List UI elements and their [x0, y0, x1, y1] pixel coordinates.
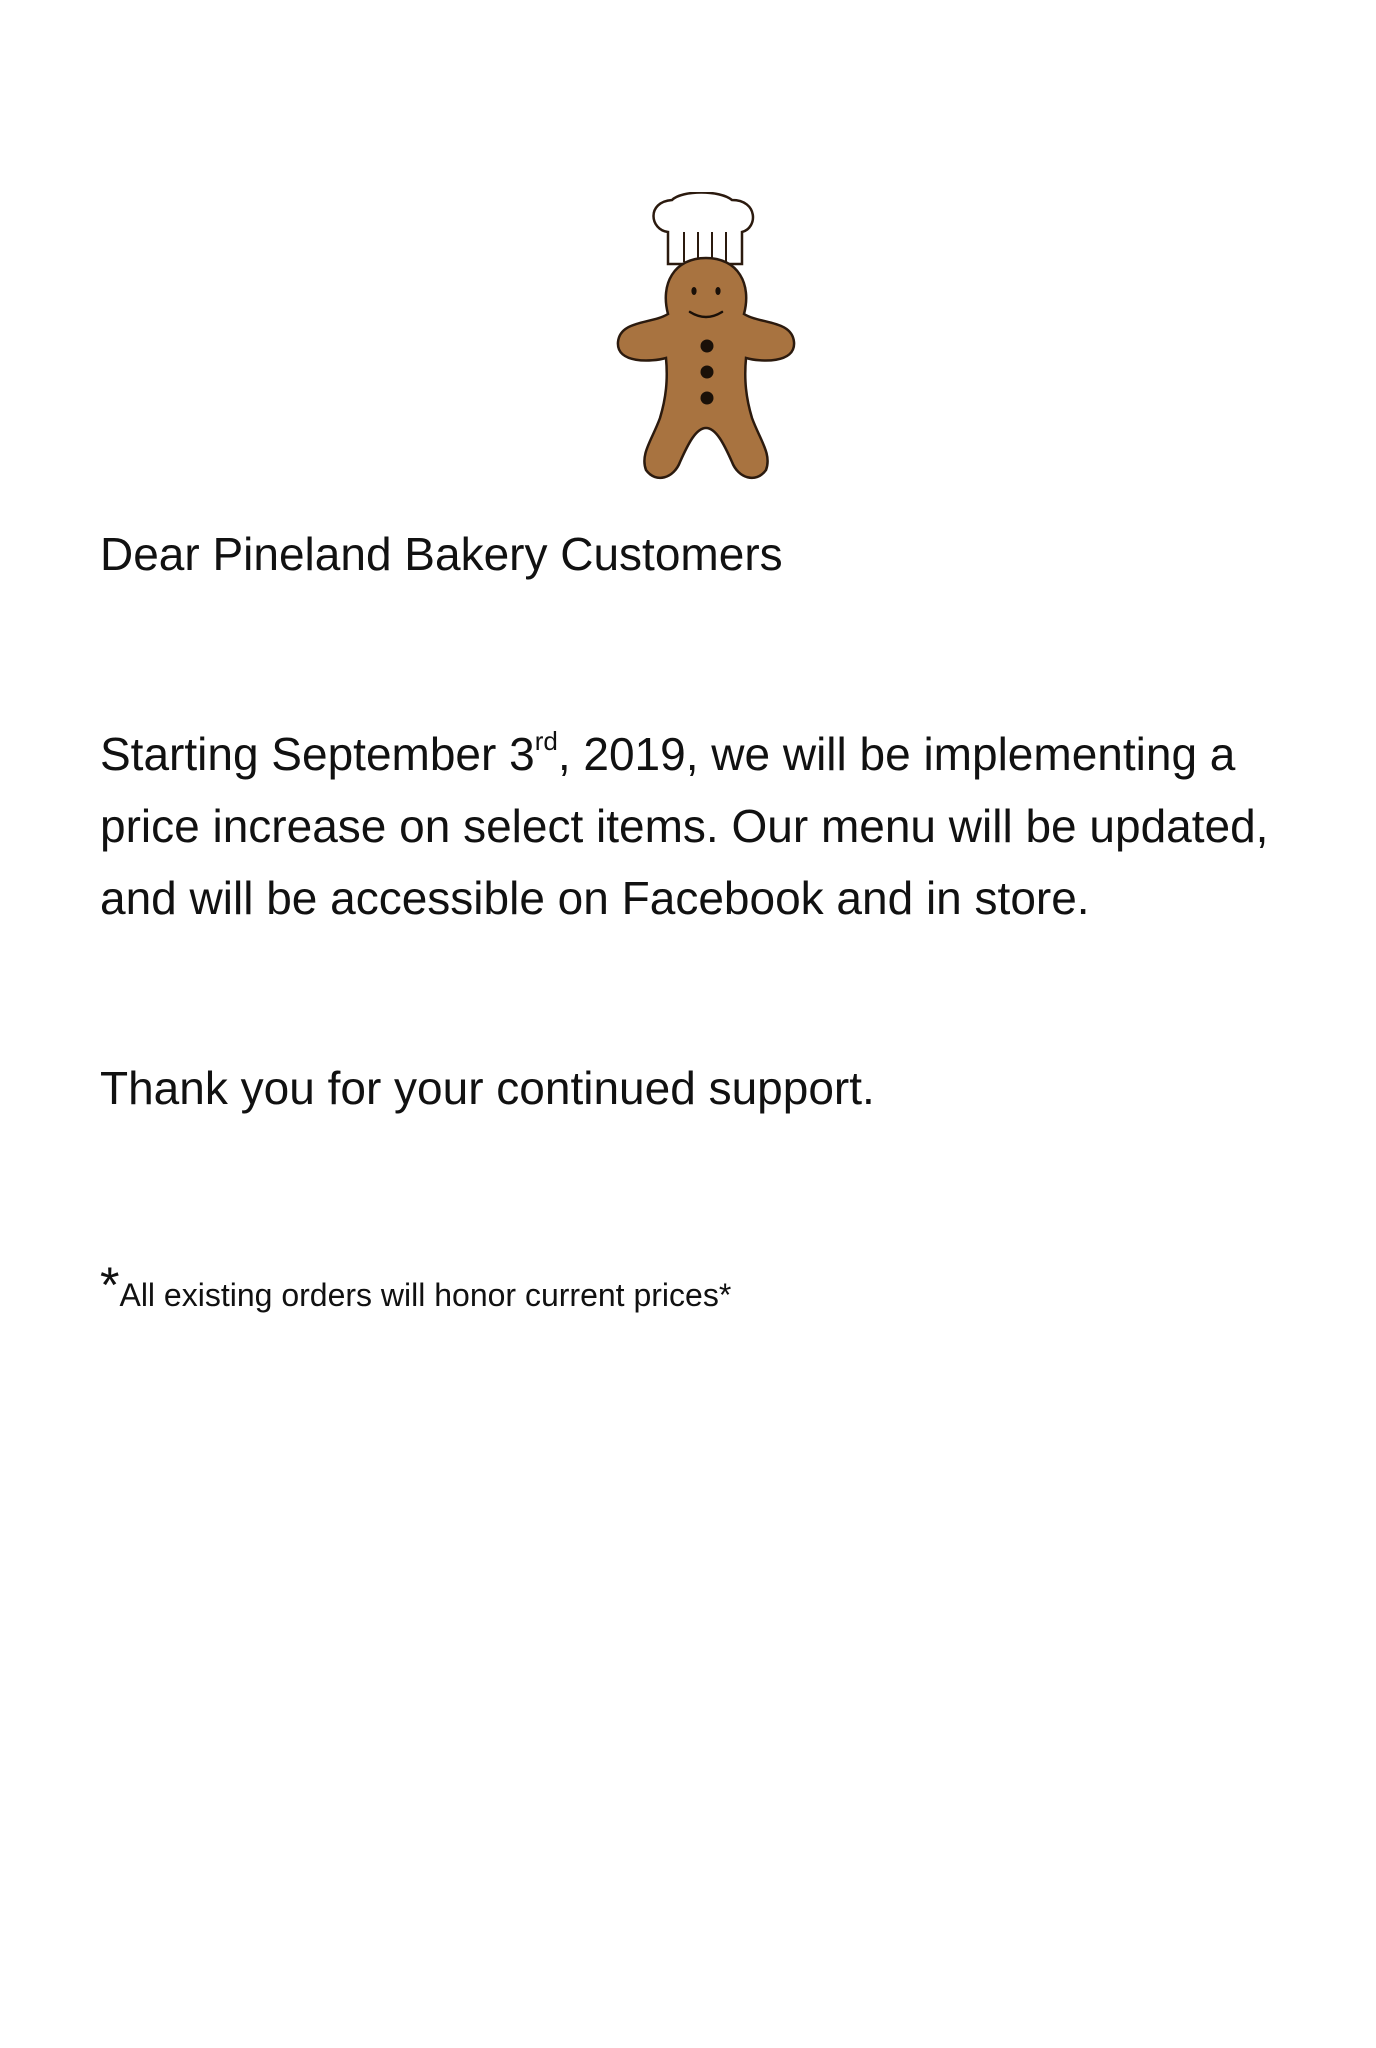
footnote — [100, 1257, 732, 1320]
thank-you-text: Thank you for your continued support. — [100, 1062, 875, 1114]
announcement-paragraph — [100, 718, 1340, 934]
footnote-star: * — [100, 1257, 120, 1313]
greeting-heading: Dear Pineland Bakery Customers — [100, 528, 783, 580]
gingerbread-chef-logo — [610, 192, 802, 482]
ordinal-suffix: rd — [534, 725, 558, 756]
announcement-line-1-rest: , 2019, we will be implementing a — [557, 728, 1236, 780]
announcement-line-2: price increase on select items. Our menu will be updated, — [100, 800, 1269, 852]
gingerbread-chef-icon — [610, 192, 802, 482]
announcement-line-3: and will be accessible on Facebook and in store. — [100, 872, 1090, 924]
announcement-date-text: Starting September 3 — [100, 728, 535, 780]
announcement-line-1 — [100, 718, 1340, 790]
footnote-text: All existing orders will honor current prices* — [119, 1277, 732, 1313]
